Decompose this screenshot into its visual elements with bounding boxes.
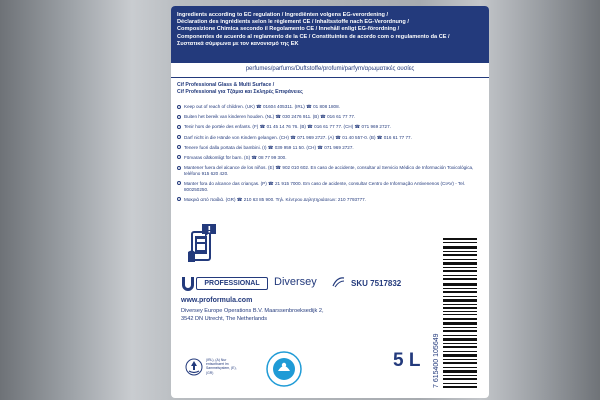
barcode (443, 238, 477, 388)
diversey-swirl-icon (331, 276, 345, 288)
product-label (171, 6, 489, 398)
address-line: Diversey Europe Operations B.V. Maarssenbroeksedijk 2, (181, 308, 324, 314)
smartphone-info-icon (186, 222, 220, 264)
bullet-icon (177, 115, 181, 119)
bullet-icon (177, 166, 181, 170)
website-url: www.proformula.com (181, 297, 253, 304)
bullet-icon (177, 145, 181, 149)
recycling-icon (185, 358, 203, 376)
divider (171, 77, 489, 78)
safety-warnings (177, 104, 483, 207)
address-line: 3542 DN Utrecht, The Netherlands (181, 315, 268, 322)
bullet-icon (177, 135, 181, 139)
recycling-note: (IRL), (A) Nur entsorlbaert Im Sammelsystem, (E), (GR) (206, 358, 237, 375)
unilever-logo-icon (181, 276, 195, 292)
bullet-icon (177, 105, 181, 109)
bullet-icon (177, 197, 181, 201)
volume-label: 5 L (393, 350, 421, 371)
warning-item: Manter fora do alcance das crianças. (P) ☎ 21 915 7000. Em caso de acidente, consultar Centro de Informação Antivenenos (CIAV) - Tel. 800250250. (177, 181, 483, 192)
warning-item: Darf nicht in die Hände von Kindern gelangen. (CH) ☎ 071 969 2727. (A) ☎ 01 40 557-0. (B) ☎ 016 61 77 77. (177, 135, 483, 141)
header-line: Componentes de acuerdo al reglamento de la CE / Constituintes de acordo com o regulamento da CE / (177, 33, 450, 40)
header-line: Déclaration des ingrédients selon le règlement CE / Inhaltsstoffe nach EG-Verordnung / (177, 19, 409, 26)
warning-item: Buiten het bereik van kinderen houden. (NL) ☎ 030 2476 911. (B) ☎ 016 61 77 77. (177, 114, 483, 120)
product-name-line: Cif Professional Glass & Multi Surface / (177, 82, 275, 88)
company-address (181, 308, 351, 323)
clean-right-logo-icon (266, 351, 302, 387)
product-name (177, 82, 303, 95)
warning-item: Μακριά από παιδιά. (GR) ☎ 210 63 85 900. Τηλ. Κέντρου Δηλητηριάσεων: 210 7793777. (177, 197, 483, 203)
warning-item: Tenir hors de portée des enfants. (F) ☎ 01 45 14 76 76. (B) ☎ 016 61 77 77. (CH) ☎ 071 969 2727. (177, 124, 483, 130)
professional-badge: PROFESSIONAL (196, 277, 268, 290)
bullet-icon (177, 155, 181, 159)
warning-item: Mantener fuera del alcance de los niños. (E) ☎ 902 010 602. En caso de accidente, consultar al Servicio Médico de Información Toxicológica, teléfono 915 620 420. (177, 165, 483, 176)
barcode-number: 7 615400 105649 (433, 333, 440, 388)
brand-row (181, 276, 479, 298)
header-line: Composizione Chimica secondo il Regolamento CE / Innehåll enligt EG-förordning / (177, 26, 400, 33)
bullet-icon (177, 125, 181, 129)
diversey-logo: Diversey (274, 276, 317, 288)
perfume-ingredients: perfumes/parfums/Duftstoffe/profumi/parfym/αρωματικές ουσίες (245, 66, 415, 72)
header-line: Συστατικά σύμφωνα με τον κανονισμό της ΕΚ (177, 40, 299, 47)
product-name-line: Cif Professional για Τζάμια και Σκληρές Επιφάνειες (177, 88, 303, 95)
header-line: Ingredients according to EC regulation / Ingrediënten volgens EG-verordening / (177, 12, 389, 18)
warning-item: Förvaras oåtkomligt för barn. (S) ☎ 08 77 99 300. (177, 155, 483, 161)
ingredients-header (171, 6, 489, 63)
warning-item: Tenere fuori dalla portata dei bambini. (I) ☎ 039 959 11 50. (CH) ☎ 071 969 2727. (177, 145, 483, 151)
warning-item: Keep out of reach of children. (UK) ☎ 01604 405311. (IRL) ☎ 01 808 1808. (177, 104, 483, 110)
bullet-icon (177, 181, 181, 185)
sku-number: SKU 7517832 (351, 279, 402, 288)
